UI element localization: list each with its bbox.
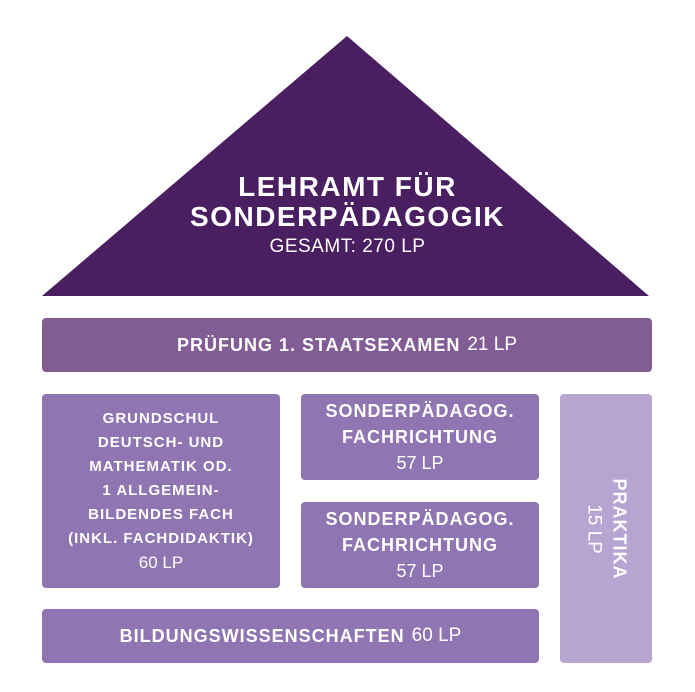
bildung-points: 60 LP [411,625,462,646]
fachrichtung-2-points: 57 LP [396,561,444,581]
exam-points: 21 LP [467,334,517,355]
bildungswissenschaften-bar [42,609,539,663]
praktika-column [560,394,652,663]
fachrichtung-1-points: 57 LP [396,453,444,473]
grundschul-line-6: (INKL. FACHDIDAKTIK) [68,530,254,547]
grundschul-line-4: 1 ALLGEMEIN- [102,482,220,499]
fachrichtung-1-line-1: SONDERPÄDAGOG. [325,401,515,421]
praktika-label: PRAKTIKA [609,478,629,579]
grundschul-line-1: GRUNDSCHUL [102,410,220,427]
fachrichtung-module-2 [301,502,539,588]
grundschul-line-3: MATHEMATIK OD. [89,458,233,475]
grundschul-line-5: BILDENDES FACH [88,506,234,523]
exam-label: PRÜFUNG 1. STAATSEXAMEN [176,334,461,355]
total-credits: GESAMT: 270 LP [269,236,426,257]
fachrichtung-2-line-2: FACHRICHTUNG [342,535,498,555]
praktika-text [580,478,632,579]
grundschul-module [42,394,280,588]
exam-bar [42,318,652,372]
fachrichtung-module-1 [301,394,539,480]
grundschul-points: 60 LP [138,553,184,572]
program-title-line-2: SONDERPÄDAGOGIK [190,201,505,232]
fachrichtung-1-line-2: FACHRICHTUNG [342,427,498,447]
bildung-label: BILDUNGSWISSENSCHAFTEN [119,625,405,646]
grundschul-line-2: DEUTSCH- UND [97,434,225,451]
fachrichtung-2-line-1: SONDERPÄDAGOG. [325,509,515,529]
program-title [140,172,555,232]
praktika-points: 15 LP [583,503,604,554]
program-title-line-1: LEHRAMT FÜR [238,171,457,202]
